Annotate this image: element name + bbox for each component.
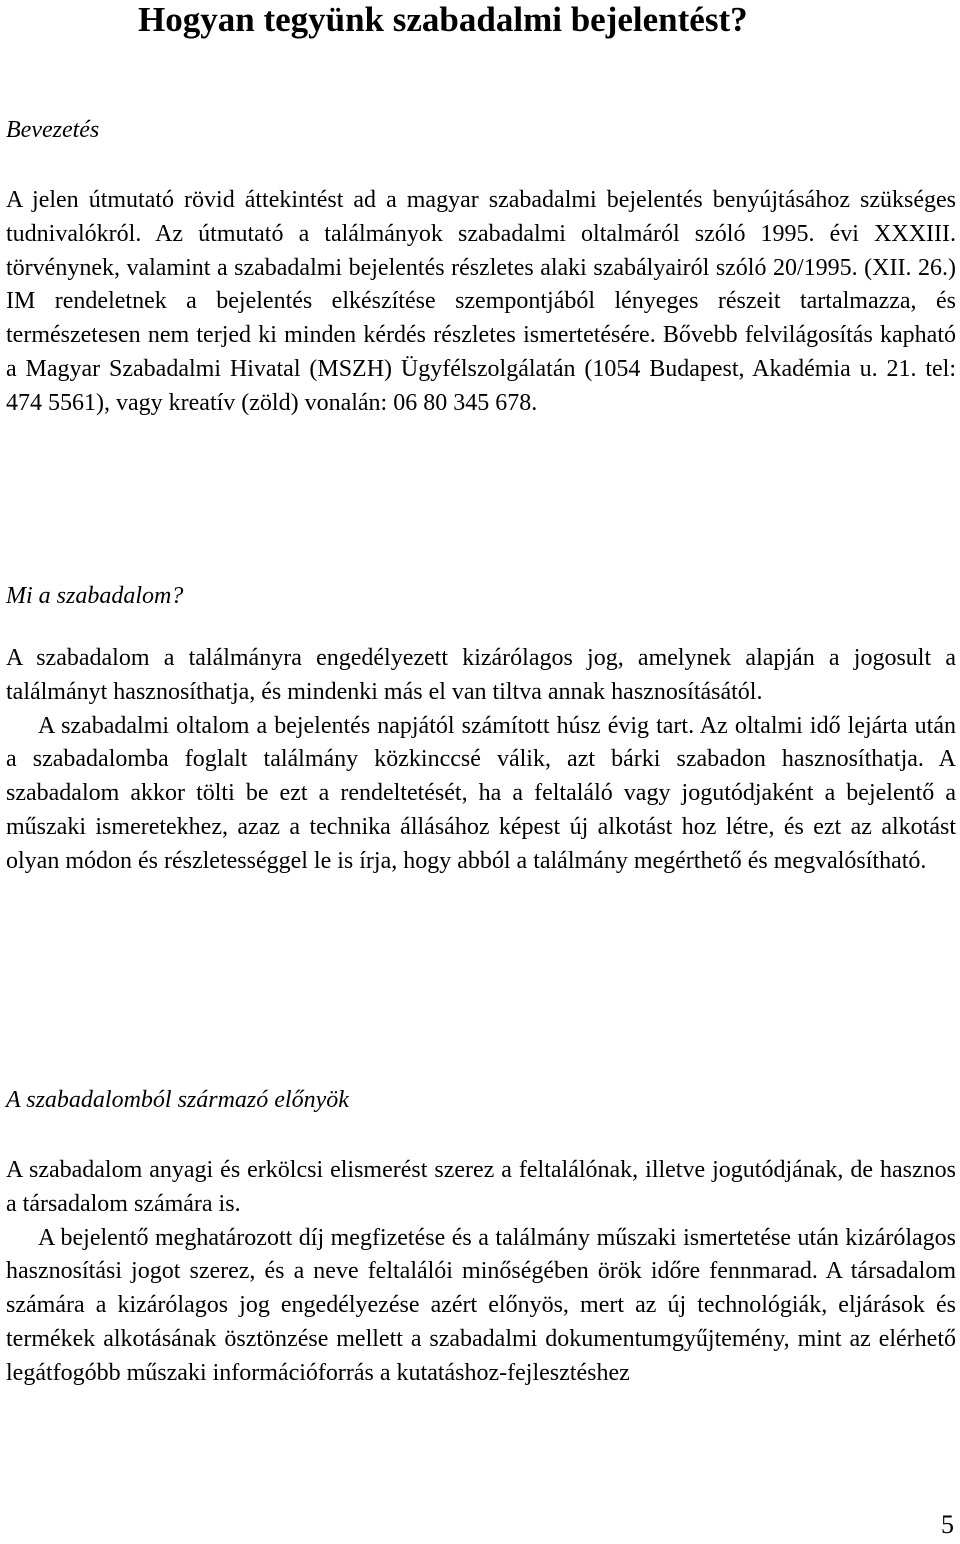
paragraph: A bejelentő meghatározott díj megfizetése és a találmány műszaki ismertetése után kizárólagos hasznosítási jogot szerez, és a neve feltalálói minőségében örök időre fennmarad. A társadalom számára a kizárólagos jog engedélyezése azért előnyös, mert az új technológiák, eljárások és termékek alkotásának ösztönzése mellett a szabadalmi dokumentumgyűjtemény, mint az elérhető legátfogóbb műszaki információforrás a kutatáshoz-fejlesztéshez <box>6 1224 956 1386</box>
section-heading: A szabadalomból származó előnyök <box>6 1087 349 1113</box>
section-bevezetes <box>6 114 956 421</box>
document-page <box>6 0 956 1386</box>
section-heading: Bevezetés <box>6 117 100 143</box>
section-elonyok <box>6 1084 956 1391</box>
section-mi-a-szabadalom <box>6 580 956 879</box>
paragraph: A szabadalom a találmányra engedélyezett kizárólagos jog, amelynek alapján a jogosult a találmányt hasznosíthatja, és mindenki más el van tiltva annak hasznosításától. <box>6 645 956 705</box>
page-number: 5 <box>941 1510 954 1539</box>
paragraph: A szabadalmi oltalom a bejelentés napjától számított húsz évig tart. Az oltalmi idő lejárta után a szabadalomba foglalt találmány közkinccsé válik, azt bárki szabadon hasznosíthatja. A szabadalom akkor tölti be ezt a rendeltetését, ha a feltaláló vagy jogutódjaként a bejelentő a műszaki ismeretekhez, azaz a technika állásához képest új alkotást hoz létre, és ezt az alkotást olyan módon és részletességgel le is írja, hogy abból a találmány megérthető és megvalósítható. <box>6 712 956 874</box>
section-heading: Mi a szabadalom? <box>6 583 184 609</box>
page-title: Hogyan tegyünk szabadalmi bejelentést? <box>138 0 748 39</box>
paragraph: A szabadalom anyagi és erkölcsi elismerést szerez a feltalálónak, illetve jogutódjának, de hasznos a társadalom számára is. <box>6 1157 956 1217</box>
paragraph: A jelen útmutató rövid áttekintést ad a magyar szabadalmi bejelentés benyújtásához szükséges tudnivalókról. Az útmutató a találmányok szabadalmi oltalmáról szóló 1995. évi XXXIII. törvénynek, valamint a szabadalmi bejelentés részletes alaki szabályairól szóló 20/1995. (XII. 26.) IM rendeletnek a bejelentés elkészítése szempontjából lényeges részeit tartalmazza, és természetesen nem terjed ki minden kérdés részletes ismertetésére. Bővebb felvilágosítás kapható a Magyar Szabadalmi Hivatal (MSZH) Ügyfélszolgálatán (1054 Budapest, Akadémia u. 21. tel: 474 5561), vagy kreatív (zöld) vonalán: 06 80 345 678. <box>6 187 956 416</box>
